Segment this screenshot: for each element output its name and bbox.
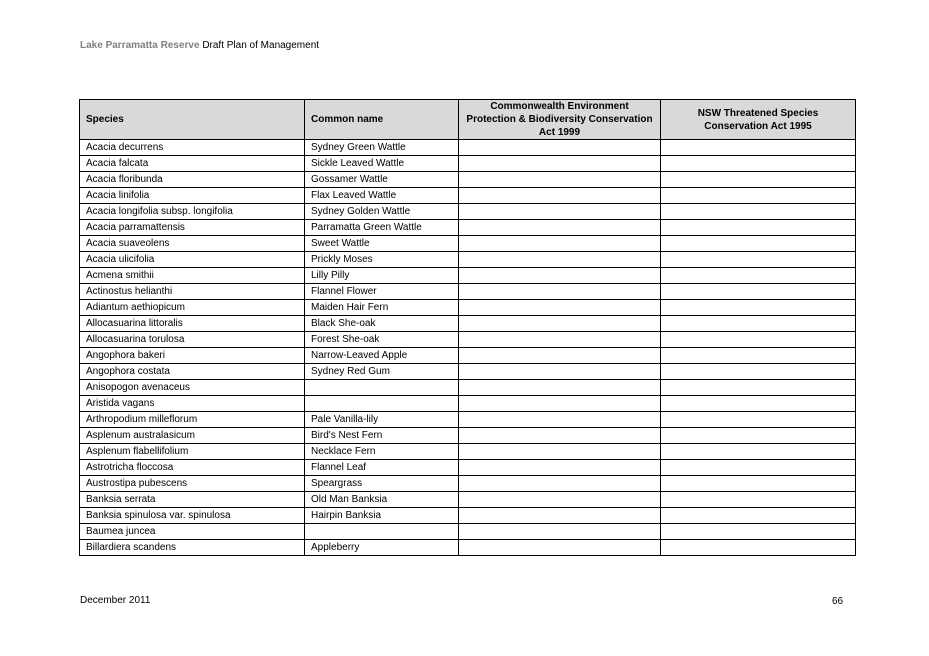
table-row	[80, 332, 856, 348]
species-cell: Allocasuarina littoralis	[80, 316, 305, 332]
nsw-status-cell	[661, 460, 856, 476]
nsw-status-cell	[661, 284, 856, 300]
epbc-status-cell	[459, 332, 661, 348]
species-cell: Aristida vagans	[80, 396, 305, 412]
nsw-status-cell	[661, 236, 856, 252]
common-name-cell: Sickle Leaved Wattle	[305, 156, 459, 172]
epbc-status-cell	[459, 220, 661, 236]
epbc-status-cell	[459, 460, 661, 476]
species-cell: Astrotricha floccosa	[80, 460, 305, 476]
nsw-status-cell	[661, 444, 856, 460]
species-cell: Anisopogon avenaceus	[80, 380, 305, 396]
common-name-cell: Sydney Golden Wattle	[305, 204, 459, 220]
epbc-status-cell	[459, 348, 661, 364]
table-row	[80, 428, 856, 444]
nsw-status-cell	[661, 524, 856, 540]
epbc-status-cell	[459, 524, 661, 540]
column-header-species: Species	[80, 100, 305, 140]
common-name-cell: Forest She-oak	[305, 332, 459, 348]
table-row	[80, 284, 856, 300]
table-row	[80, 204, 856, 220]
common-name-cell: Maiden Hair Fern	[305, 300, 459, 316]
epbc-status-cell	[459, 236, 661, 252]
footer-date: December 2011	[80, 595, 151, 606]
species-cell: Angophora costata	[80, 364, 305, 380]
species-cell: Acmena smithii	[80, 268, 305, 284]
species-cell: Acacia suaveolens	[80, 236, 305, 252]
epbc-status-cell	[459, 364, 661, 380]
common-name-cell: Narrow-Leaved Apple	[305, 348, 459, 364]
species-cell: Adiantum aethiopicum	[80, 300, 305, 316]
species-cell: Banksia serrata	[80, 492, 305, 508]
nsw-status-cell	[661, 348, 856, 364]
common-name-cell: Pale Vanilla-lily	[305, 412, 459, 428]
nsw-status-cell	[661, 540, 856, 556]
common-name-cell	[305, 524, 459, 540]
table-row	[80, 508, 856, 524]
species-cell: Banksia spinulosa var. spinulosa	[80, 508, 305, 524]
epbc-status-cell	[459, 540, 661, 556]
table-row	[80, 236, 856, 252]
table-row	[80, 364, 856, 380]
common-name-cell: Sweet Wattle	[305, 236, 459, 252]
nsw-status-cell	[661, 172, 856, 188]
epbc-status-cell	[459, 396, 661, 412]
footer-page-number: 66	[832, 596, 844, 607]
nsw-status-cell	[661, 252, 856, 268]
common-name-cell: Black She-oak	[305, 316, 459, 332]
species-cell: Arthropodium milleflorum	[80, 412, 305, 428]
table-row	[80, 396, 856, 412]
nsw-status-cell	[661, 156, 856, 172]
species-cell: Billardiera scandens	[80, 540, 305, 556]
table-row	[80, 492, 856, 508]
table-row	[80, 348, 856, 364]
epbc-status-cell	[459, 284, 661, 300]
table-row	[80, 380, 856, 396]
nsw-status-cell	[661, 364, 856, 380]
epbc-status-cell	[459, 412, 661, 428]
common-name-cell: Flax Leaved Wattle	[305, 188, 459, 204]
table-row	[80, 268, 856, 284]
species-cell: Acacia decurrens	[80, 140, 305, 156]
species-cell: Austrostipa pubescens	[80, 476, 305, 492]
epbc-status-cell	[459, 252, 661, 268]
epbc-status-cell	[459, 316, 661, 332]
species-cell: Acacia ulicifolia	[80, 252, 305, 268]
species-cell: Acacia falcata	[80, 156, 305, 172]
common-name-cell: Prickly Moses	[305, 252, 459, 268]
nsw-status-cell	[661, 332, 856, 348]
common-name-cell: Necklace Fern	[305, 444, 459, 460]
common-name-cell: Lilly Pilly	[305, 268, 459, 284]
nsw-status-cell	[661, 300, 856, 316]
epbc-status-cell	[459, 444, 661, 460]
column-header-nsw-tsc-act: NSW Threatened Species Conservation Act 1995	[661, 100, 856, 140]
common-name-cell: Sydney Green Wattle	[305, 140, 459, 156]
epbc-status-cell	[459, 428, 661, 444]
nsw-status-cell	[661, 476, 856, 492]
table-row	[80, 412, 856, 428]
nsw-status-cell	[661, 188, 856, 204]
common-name-cell: Speargrass	[305, 476, 459, 492]
nsw-status-cell	[661, 204, 856, 220]
page-header	[80, 40, 319, 52]
species-cell: Baumea juncea	[80, 524, 305, 540]
table-header-row	[80, 100, 856, 140]
species-table	[79, 99, 856, 556]
table-row	[80, 476, 856, 492]
epbc-status-cell	[459, 204, 661, 220]
nsw-status-cell	[661, 140, 856, 156]
epbc-status-cell	[459, 380, 661, 396]
nsw-status-cell	[661, 380, 856, 396]
epbc-status-cell	[459, 140, 661, 156]
table-row	[80, 524, 856, 540]
nsw-status-cell	[661, 396, 856, 412]
epbc-status-cell	[459, 268, 661, 284]
table-row	[80, 444, 856, 460]
table-row	[80, 252, 856, 268]
epbc-status-cell	[459, 492, 661, 508]
common-name-cell: Bird's Nest Fern	[305, 428, 459, 444]
table-body	[80, 140, 856, 556]
epbc-status-cell	[459, 188, 661, 204]
nsw-status-cell	[661, 268, 856, 284]
nsw-status-cell	[661, 412, 856, 428]
nsw-status-cell	[661, 508, 856, 524]
table-row	[80, 140, 856, 156]
common-name-cell: Gossamer Wattle	[305, 172, 459, 188]
epbc-status-cell	[459, 156, 661, 172]
epbc-status-cell	[459, 172, 661, 188]
table-row	[80, 156, 856, 172]
table-row	[80, 172, 856, 188]
epbc-status-cell	[459, 476, 661, 492]
common-name-cell: Flannel Leaf	[305, 460, 459, 476]
epbc-status-cell	[459, 508, 661, 524]
column-header-epbc-act: Commonwealth Environment Protection & Biodiversity Conservation Act 1999	[459, 100, 661, 140]
species-cell: Acacia linifolia	[80, 188, 305, 204]
common-name-cell: Appleberry	[305, 540, 459, 556]
common-name-cell	[305, 396, 459, 412]
table-row	[80, 460, 856, 476]
nsw-status-cell	[661, 220, 856, 236]
species-cell: Asplenum australasicum	[80, 428, 305, 444]
header-document-title: Draft Plan of Management	[202, 40, 320, 51]
nsw-status-cell	[661, 492, 856, 508]
species-cell: Acacia floribunda	[80, 172, 305, 188]
nsw-status-cell	[661, 428, 856, 444]
common-name-cell: Sydney Red Gum	[305, 364, 459, 380]
header-brand: Lake Parramatta Reserve	[80, 40, 200, 51]
nsw-status-cell	[661, 316, 856, 332]
table-row	[80, 316, 856, 332]
common-name-cell	[305, 380, 459, 396]
species-cell: Acacia longifolia subsp. longifolia	[80, 204, 305, 220]
table-row	[80, 220, 856, 236]
common-name-cell: Old Man Banksia	[305, 492, 459, 508]
species-cell: Asplenum flabellifolium	[80, 444, 305, 460]
common-name-cell: Hairpin Banksia	[305, 508, 459, 524]
table-row	[80, 188, 856, 204]
epbc-status-cell	[459, 300, 661, 316]
species-cell: Actinostus helianthi	[80, 284, 305, 300]
species-cell: Angophora bakeri	[80, 348, 305, 364]
species-cell: Allocasuarina torulosa	[80, 332, 305, 348]
common-name-cell: Flannel Flower	[305, 284, 459, 300]
column-header-common-name: Common name	[305, 100, 459, 140]
table-row	[80, 540, 856, 556]
species-cell: Acacia parramattensis	[80, 220, 305, 236]
table-row	[80, 300, 856, 316]
common-name-cell: Parramatta Green Wattle	[305, 220, 459, 236]
